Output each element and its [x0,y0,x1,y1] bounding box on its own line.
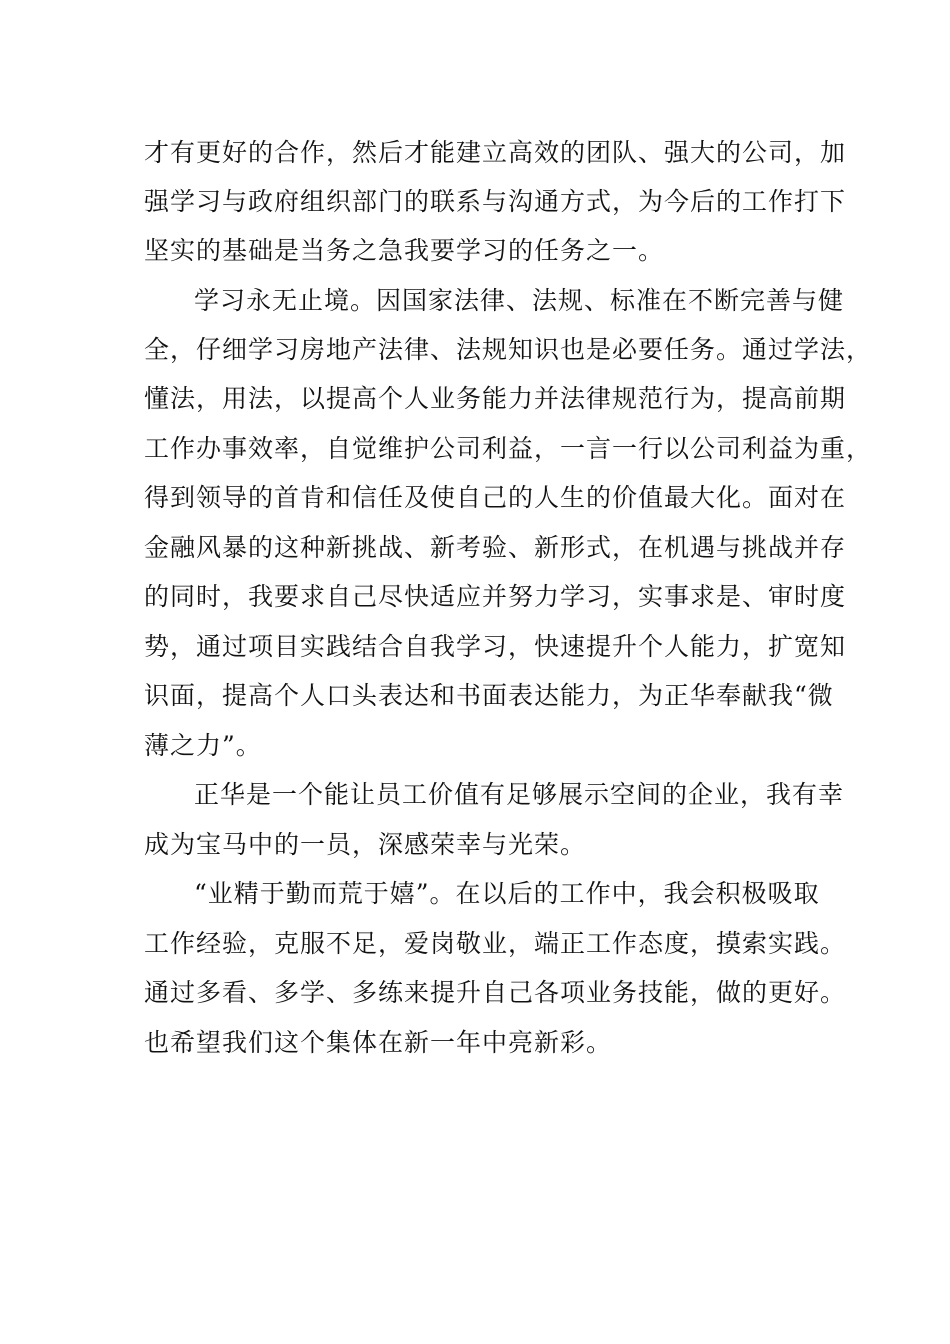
paragraph-2-line-2: 全，仔细学习房地产法律、法规知识也是必要任务。通过学法， [144,335,873,364]
paragraph-2-line-3: 懂法，用法，以提高个人业务能力并法律规范行为，提高前期 [144,384,847,413]
paragraph-1-line-1: 才有更好的合作，然后才能建立高效的团队、强大的公司，加 [144,138,847,167]
paragraph-2-line-6: 金融风暴的这种新挑战、新考验、新形式，在机遇与挑战并存 [144,533,847,562]
paragraph-2-line-5: 得到领导的首肯和信任及使自己的人生的价值最大化。面对在 [144,483,847,512]
paragraph-4-line-1: “业精于勤而荒于嬉”。在以后的工作中，我会积极吸取 [194,879,820,908]
paragraph-1-line-2: 强学习与政府组织部门的联系与沟通方式，为今后的工作打下 [144,187,847,216]
paragraph-2-line-4: 工作办事效率，自觉维护公司利益，一言一行以公司利益为重， [144,434,873,463]
paragraph-2-line-1: 学习永无止境。因国家法律、法规、标准在不断完善与健 [194,286,845,315]
paragraph-3-line-2: 成为宝马中的一员，深感荣幸与光荣。 [144,830,587,859]
paragraph-1-line-3: 坚实的基础是当务之急我要学习的任务之一。 [144,236,665,265]
paragraph-2-line-8: 势，通过项目实践结合自我学习，快速提升个人能力，扩宽知 [144,632,847,661]
paragraph-4-line-4: 也希望我们这个集体在新一年中亮新彩。 [144,1028,613,1057]
paragraph-2-line-7: 的同时，我要求自己尽快适应并努力学习，实事求是、审时度 [144,582,847,611]
paragraph-2-line-10: 薄之力”。 [144,731,262,760]
paragraph-3-line-1: 正华是一个能让员工价值有足够展示空间的企业，我有幸 [194,780,845,809]
paragraph-4-line-3: 通过多看、多学、多练来提升自己各项业务技能，做的更好。 [144,978,847,1007]
paragraph-2-line-9: 识面，提高个人口头表达和书面表达能力，为正华奉献我“微 [144,681,834,710]
paragraph-4-line-2: 工作经验，克服不足，爱岗敬业，端正工作态度，摸索实践。 [144,929,847,958]
